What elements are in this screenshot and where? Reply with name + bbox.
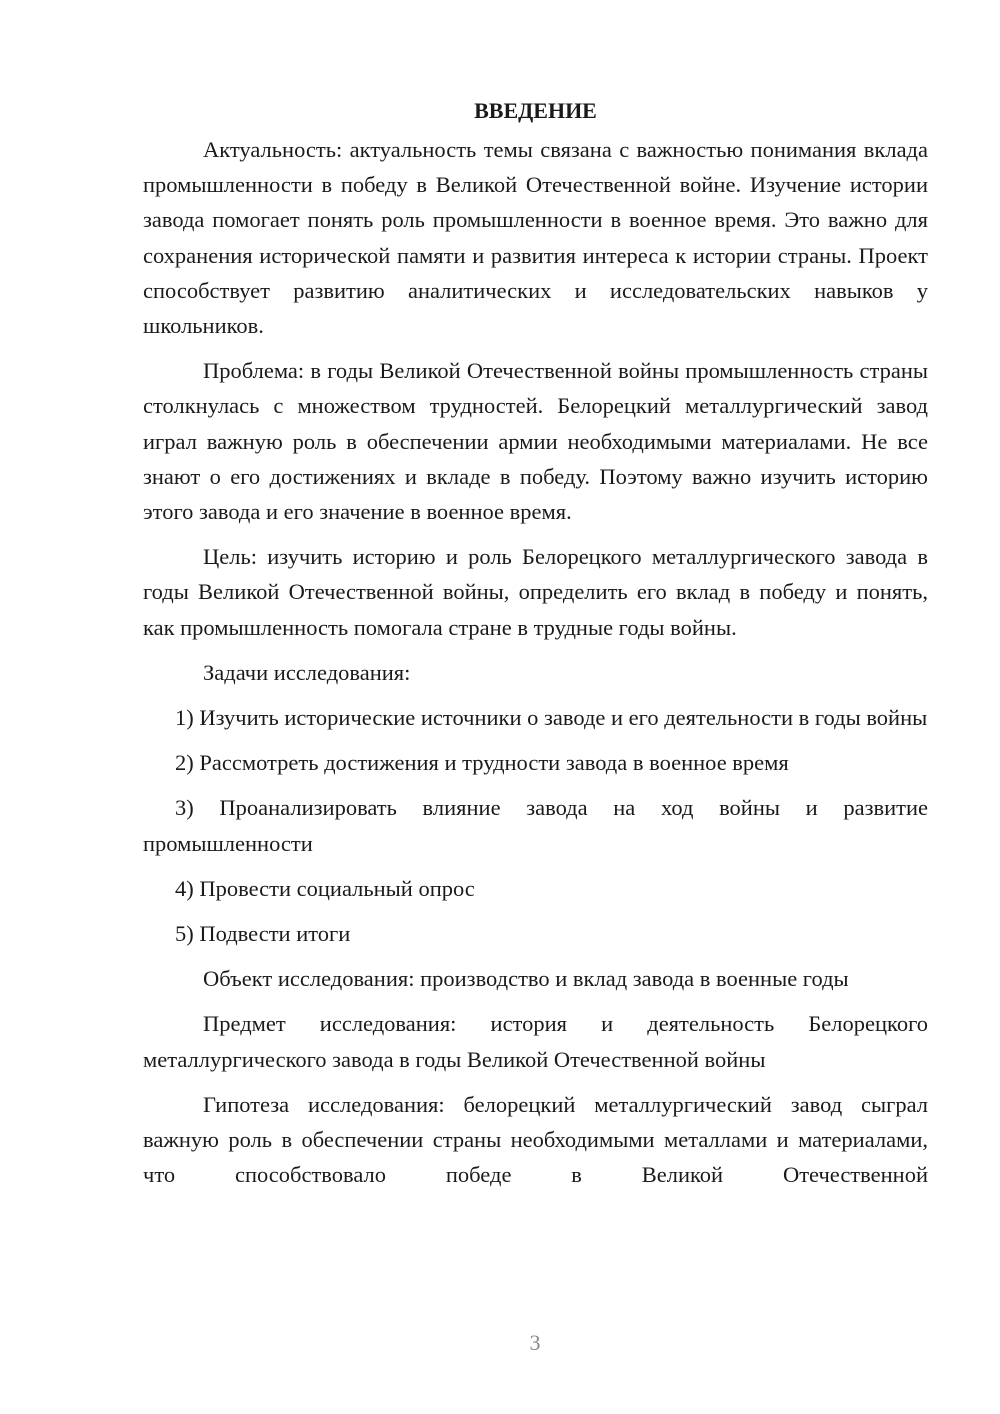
task-item-4: 4) Провести социальный опрос <box>175 875 475 901</box>
task-item-3: 3) Проанализировать влияние завода на ход войны и развитие промышленности <box>143 795 928 856</box>
paragraph-problem: Проблема: в годы Великой Отечественной войны промышленность страны столкнулась с множеством трудностей. Белорецкий металлургический завод играл важную роль в обеспечении армии необходимыми материалами. Не все знают о его достижениях и вкладе в победу. Поэтому важно изучить историю этого завода и его значение в военное время. <box>143 358 928 525</box>
paragraph-hypothesis: Гипотеза исследования: белорецкий металлургический завод сыграл важную роль в обеспечении страны необходимыми металлами и материалами, что способствовало победе в Великой Отечественной <box>143 1091 928 1188</box>
task-item-5: 5) Подвести итоги <box>175 921 351 947</box>
paragraph-goal: Цель: изучить историю и роль Белорецкого металлургического завода в годы Великой Отечественной войны, определить его вклад в победу и понять, как промышленность помогала стране в трудные годы войны. <box>143 544 928 640</box>
page-content <box>143 93 928 1202</box>
paragraph-tasks-heading: Задачи исследования: <box>203 659 411 685</box>
page-number: 3 <box>529 1330 541 1355</box>
paragraph-relevance: Актуальность: актуальность темы связана с важностью понимания вклада промышленности в победу в Великой Отечественной войне. Изучение истории завода помогает понять роль промышленности в военное время. Это важно для сохранения исторической памяти и развития интереса к истории страны. Проект способствует развитию аналитических и исследовательских навыков у школьников. <box>143 137 928 339</box>
paragraph-object: Объект исследования: производство и вклад завода в военные годы <box>203 966 849 992</box>
paragraph-subject: Предмет исследования: история и деятельность Белорецкого металлургического завода в годы Великой Отечественной войны <box>143 1011 928 1072</box>
task-item-1: 1) Изучить исторические источники о заводе и его деятельности в годы войны <box>175 705 928 731</box>
task-item-2: 2) Рассмотреть достижения и трудности завода в военное время <box>175 750 789 776</box>
section-title: ВВЕДЕНИЕ <box>474 98 597 123</box>
